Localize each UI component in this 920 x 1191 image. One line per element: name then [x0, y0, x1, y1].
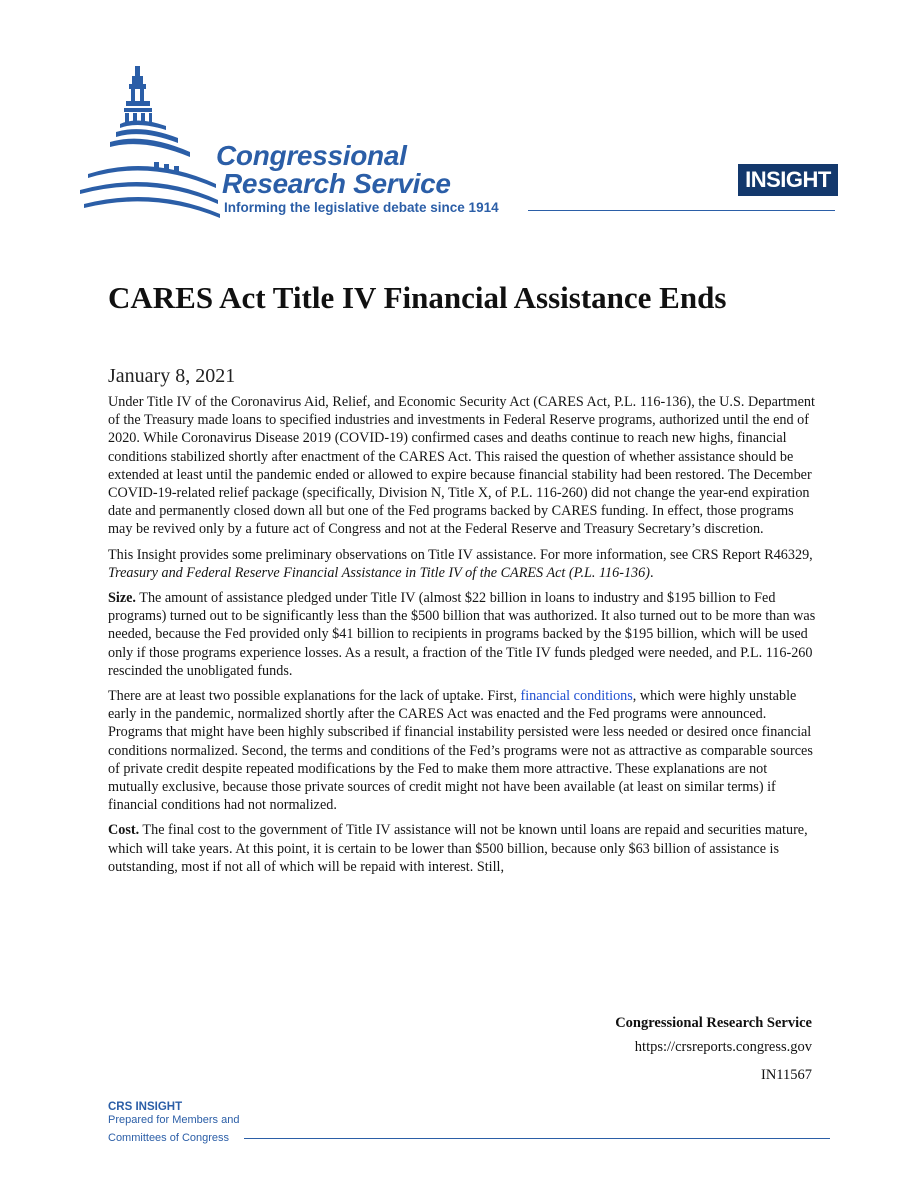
capitol-dome-logo-icon	[80, 66, 220, 218]
footer-organization: Congressional Research Service	[615, 1015, 812, 1031]
paragraph-uptake	[108, 687, 820, 814]
paragraph-text: There are at least two possible explanations for the lack of uptake. First,	[108, 688, 521, 705]
paragraph-cost	[108, 821, 820, 876]
paragraph-text: The amount of assistance pledged under Title IV (almost $22 billion in loans to industry and $195 billion to Fed programs) turned out to be significantly less than the $500 billion that was authorized. It also turned out to be more than was needed, because the Fed provided only $41 billion to recipients in programs backed by the $195 billion, which will be used only if those programs experience losses. As a result, a fraction of the Title IV funds pledged were needed, and P.L. 116-260 rescinded the unobligated funds.	[108, 590, 816, 679]
footer-prepared-line1: Prepared for Members and	[108, 1114, 240, 1126]
section-lead-size: Size.	[108, 590, 136, 607]
footer-crs-insight-label: CRS INSIGHT	[108, 1101, 183, 1113]
header-divider	[528, 210, 835, 211]
footer-divider	[244, 1138, 830, 1139]
page-title: CARES Act Title IV Financial Assistance Ends	[108, 280, 727, 315]
paragraph-text: The final cost to the government of Title IV assistance will not be known until loans are repaid and securities mature, which will take years. At this point, it is certain to be lower than $500 billion, because only $63 billion of assistance is outstanding, most if not all of which will be repaid with interest. Still,	[108, 822, 808, 875]
footer-document-id: IN11567	[760, 1067, 812, 1083]
section-lead-cost: Cost.	[108, 822, 140, 839]
paragraph-text: This Insight provides some preliminary observations on Title IV assistance. For more information, see CRS Report R46329,	[108, 546, 813, 563]
paragraph-text: .	[649, 564, 654, 581]
financial-conditions-link[interactable]: financial conditions	[520, 688, 633, 705]
paragraph-size	[108, 589, 820, 680]
article-body	[108, 393, 820, 883]
insight-badge: INSIGHT	[738, 164, 838, 196]
publication-date: January 8, 2021	[108, 365, 236, 387]
logo-tagline: Informing the legislative debate since 1914	[224, 200, 499, 215]
paragraph-reference	[108, 546, 820, 582]
paragraph-text: , which were highly unstable early in the pandemic, normalized shortly after the CARES Act was enacted and the Fed programs were announced. Programs that might have been highly subscribed if financial instability persisted were less needed or desired once financial conditions normalized. Second, the terms and conditions of the Fed’s programs were not as attractive as comparable sources of private credit despite repeated modifications by the Fed to make them more attractive. These explanations are not mutually exclusive, because those private sources of credit might not have been available (at least on similar terms) if financial conditions had not normalized.	[108, 688, 813, 814]
paragraph-intro: Under Title IV of the Coronavirus Aid, Relief, and Economic Security Act (CARES Act, P.L. 116-136), the U.S. Department of the Treasury made loans to specified industries and investments in Federal Reserve programs, authorized until the end of 2020. While Coronavirus Disease 2019 (COVID-19) confirmed cases and deaths continue to reach new highs, financial conditions stabilized shortly after enactment of the CARES Act. This raised the question of whether assistance should be extended at least until the pandemic ended or allowed to expire because financial stability had been restored. The December COVID-19-related relief package (specifically, Division N, Title X, of P.L. 116-260) did not change the year-end expiration date and permanently closed down all but one of the Fed programs backed by CARES funding. In effect, those programs may be revived only by a future act of Congress and not at the Federal Reserve and Treasury Secretary’s discretion.	[108, 394, 815, 538]
logo-wordmark-line2: Research Service	[222, 168, 451, 199]
footer-url-link[interactable]: https://crsreports.congress.gov	[634, 1039, 812, 1055]
footer-prepared-line2: Committees of Congress	[108, 1132, 230, 1144]
report-title-citation: Treasury and Federal Reserve Financial Assistance in Title IV of the CARES Act (P.L. 116-136)	[108, 564, 650, 581]
logo-wordmark-line1: Congressional	[216, 140, 407, 171]
